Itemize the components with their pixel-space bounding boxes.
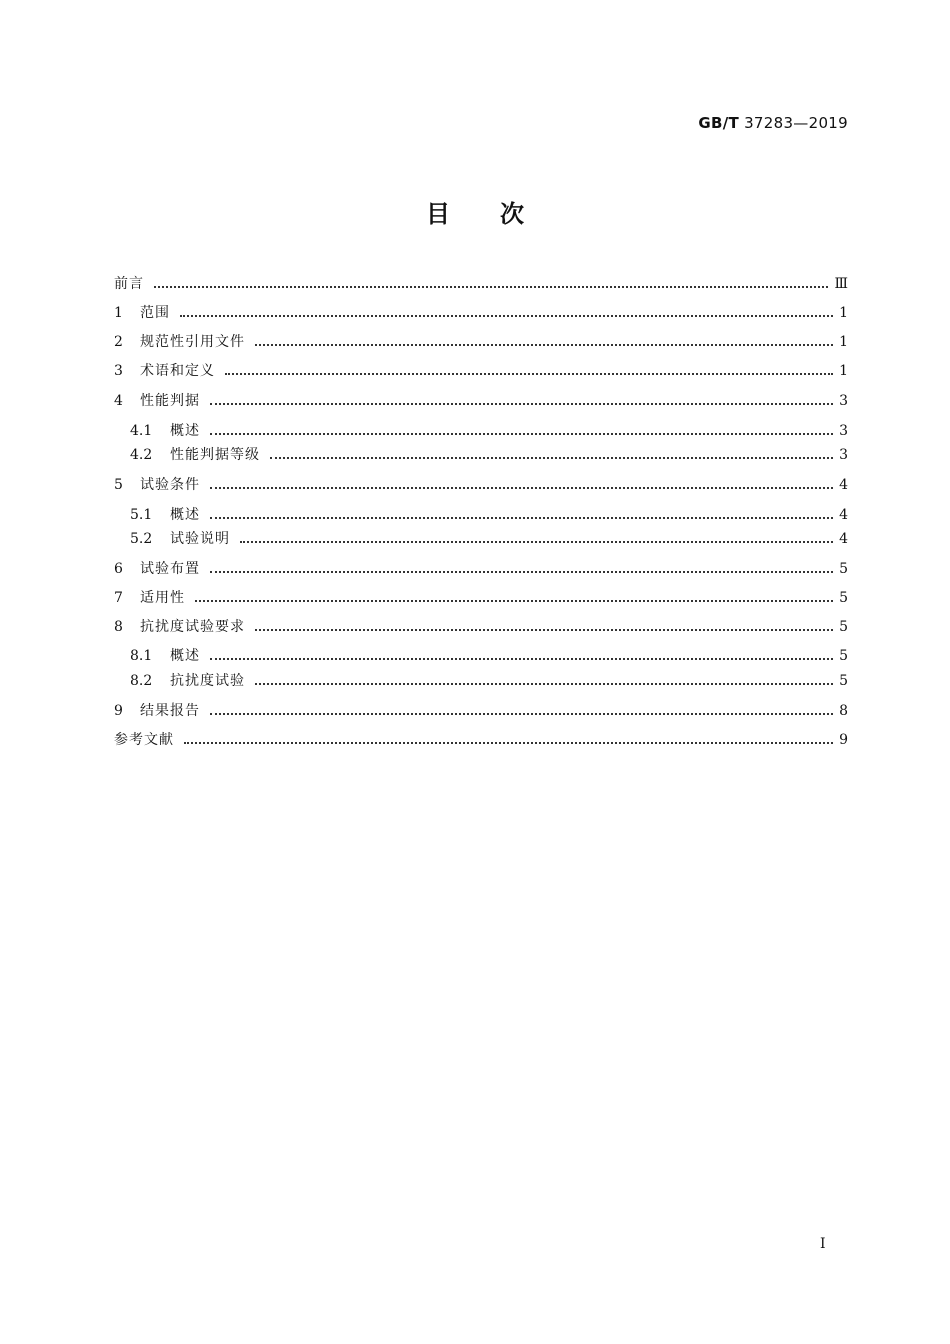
toc-entry-number: 5.1 <box>130 507 153 523</box>
toc-entry-page: 3 <box>839 447 848 463</box>
toc-entry-page: 3 <box>839 423 848 439</box>
toc-title: 目次 <box>426 200 574 228</box>
toc-entry-number: 4 <box>114 393 123 409</box>
toc-entry-page: 5 <box>839 590 848 606</box>
toc-entry[interactable] <box>114 727 848 753</box>
toc-dot-leader <box>210 644 833 660</box>
toc-entry-page: 5 <box>839 648 848 664</box>
toc-entry-page: 5 <box>839 619 848 635</box>
toc-dot-leader <box>184 728 833 744</box>
toc-entry-label: 试验布置 <box>140 561 200 577</box>
toc-entry[interactable] <box>114 300 848 326</box>
toc-entry-page: 3 <box>839 393 848 409</box>
toc-entry-page: 4 <box>839 531 848 547</box>
toc-dot-leader <box>240 527 833 543</box>
toc-entry-number: 4.2 <box>130 447 153 463</box>
toc-dot-leader <box>210 389 833 405</box>
toc-dot-leader <box>225 359 833 375</box>
toc-entry[interactable] <box>114 698 848 724</box>
toc-dot-leader <box>255 669 833 685</box>
toc-entry-number: 7 <box>114 590 123 606</box>
toc-entry[interactable] <box>130 643 848 669</box>
toc-entry-page: 1 <box>839 334 848 350</box>
toc-entry-label: 规范性引用文件 <box>140 334 245 350</box>
toc-entry-label: 抗扰度试验要求 <box>140 619 245 635</box>
toc-entry-label: 范围 <box>140 305 170 321</box>
toc-entry-label: 适用性 <box>140 590 185 606</box>
toc-entry-label: 概述 <box>170 423 200 439</box>
toc-entry-page: 5 <box>839 673 848 689</box>
toc-entry[interactable] <box>130 668 848 694</box>
toc-entry-page: 1 <box>839 305 848 321</box>
toc-entry[interactable] <box>114 556 848 582</box>
toc-entry-page: 4 <box>839 507 848 523</box>
toc-dot-leader <box>255 615 833 631</box>
standard-code-prefix: GB/T <box>698 114 740 132</box>
toc-entry-number: 4.1 <box>130 423 153 439</box>
toc-dot-leader <box>210 503 833 519</box>
toc-entry-label: 性能判据 <box>140 393 200 409</box>
toc-entry-number: 8.2 <box>130 673 153 689</box>
toc-dot-leader <box>210 419 833 435</box>
toc-entry-label: 前言 <box>114 276 144 292</box>
toc-entry-page: 4 <box>839 477 848 493</box>
toc-dot-leader <box>210 699 833 715</box>
toc-entry-page: Ⅲ <box>834 276 848 292</box>
toc-dot-leader <box>210 473 833 489</box>
toc-dot-leader <box>210 557 833 573</box>
toc-entry-page: 9 <box>839 732 848 748</box>
toc-dot-leader <box>255 330 833 346</box>
toc-dot-leader <box>195 586 833 602</box>
toc-entry-page: 8 <box>839 703 848 719</box>
toc-entry-label: 抗扰度试验 <box>170 673 245 689</box>
toc-entry-number: 5.2 <box>130 531 153 547</box>
toc-entry[interactable] <box>130 418 848 444</box>
toc-entry-number: 8 <box>114 619 123 635</box>
toc-entry-page: 1 <box>839 363 848 379</box>
toc-entry-label: 概述 <box>170 507 200 523</box>
toc-entry-number: 9 <box>114 703 123 719</box>
toc-entry[interactable] <box>114 329 848 355</box>
toc-entry-number: 2 <box>114 334 123 350</box>
page-folio: I <box>820 1236 826 1252</box>
toc-entry[interactable] <box>114 358 848 384</box>
toc-entry-label: 性能判据等级 <box>170 447 260 463</box>
standard-code-number: 37283—2019 <box>744 114 848 132</box>
toc-dot-leader <box>154 272 828 288</box>
toc-dot-leader <box>270 443 833 459</box>
toc-entry[interactable] <box>114 585 848 611</box>
toc-entry-label: 参考文献 <box>114 732 174 748</box>
toc-entry-label: 术语和定义 <box>140 363 215 379</box>
toc-entry-number: 1 <box>114 305 123 321</box>
toc-entry-number: 5 <box>114 477 123 493</box>
toc-entry[interactable] <box>114 614 848 640</box>
toc-entry-label: 结果报告 <box>140 703 200 719</box>
toc-entry-label: 试验条件 <box>140 477 200 493</box>
toc-entry[interactable] <box>130 502 848 528</box>
toc-entry-number: 6 <box>114 561 123 577</box>
standard-code <box>698 114 848 132</box>
toc-entry[interactable] <box>114 271 848 297</box>
toc-entry[interactable] <box>114 388 848 414</box>
toc-entry-label: 试验说明 <box>170 531 230 547</box>
toc-entry-number: 8.1 <box>130 648 153 664</box>
toc-entry-label: 概述 <box>170 648 200 664</box>
toc-entry-number: 3 <box>114 363 123 379</box>
toc-entry[interactable] <box>130 442 848 468</box>
toc-entry[interactable] <box>114 472 848 498</box>
toc-entry-page: 5 <box>839 561 848 577</box>
toc-entry[interactable] <box>130 526 848 552</box>
toc-dot-leader <box>180 301 833 317</box>
